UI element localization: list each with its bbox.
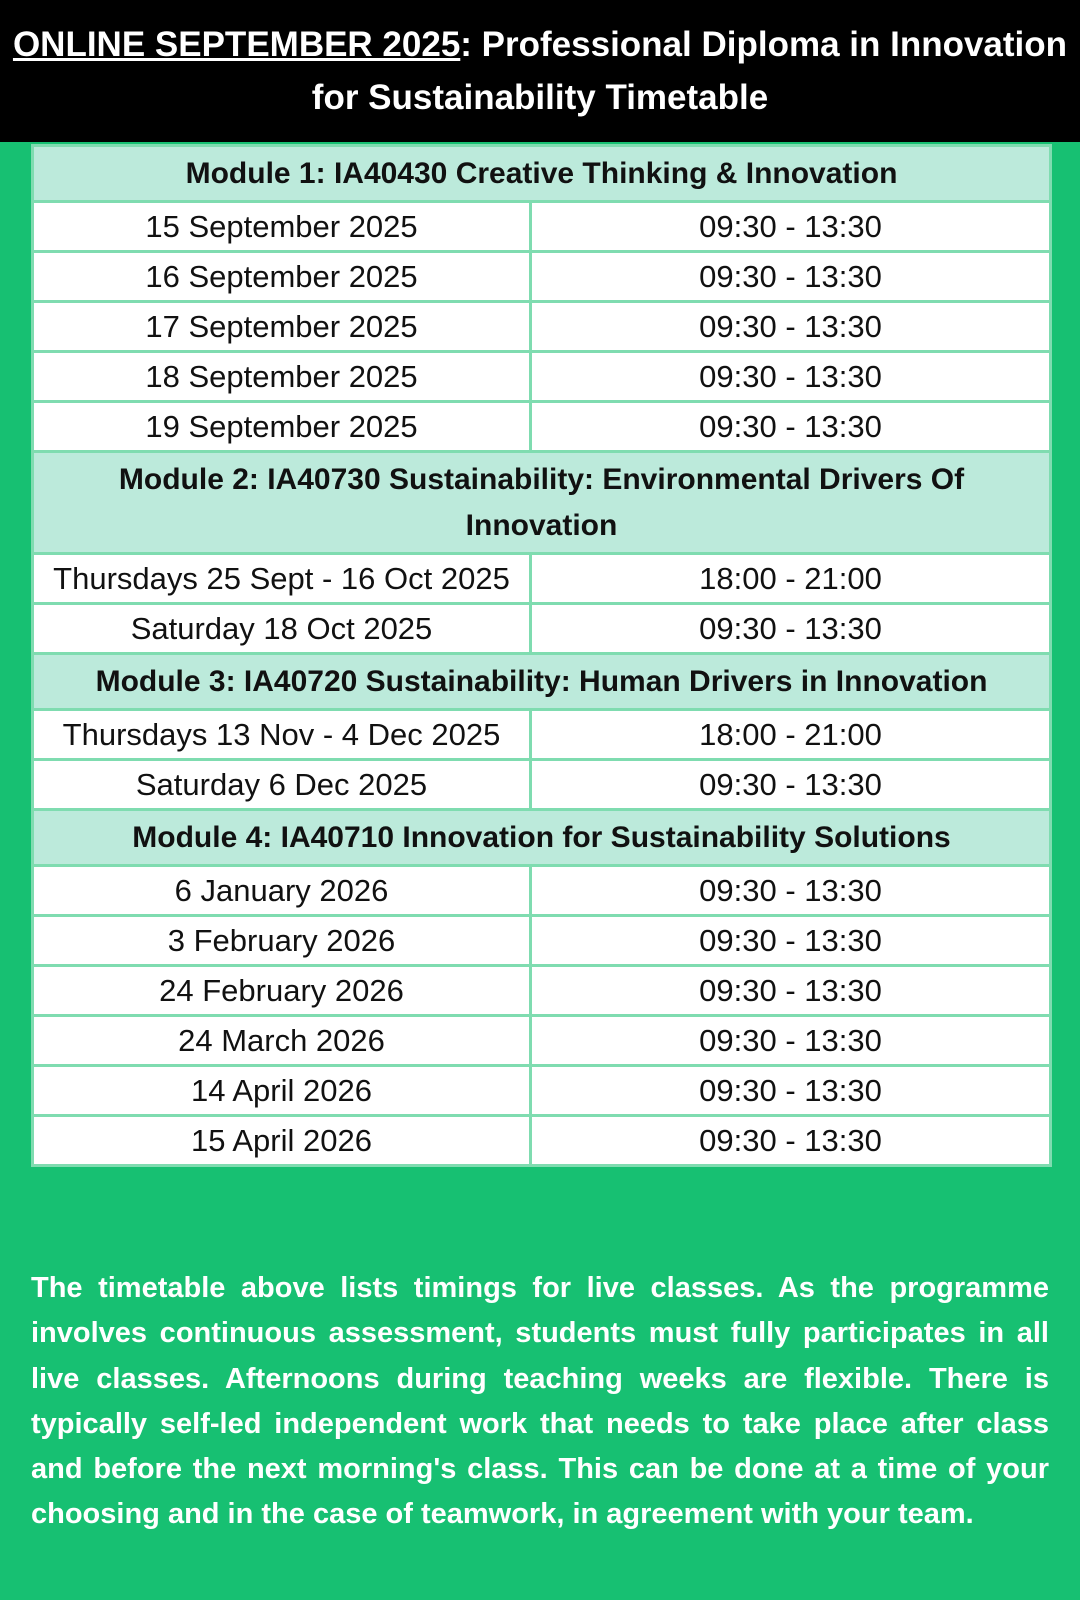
session-time: 18:00 - 21:00: [531, 710, 1051, 760]
session-date: 6 January 2026: [33, 866, 531, 916]
session-time: 09:30 - 13:30: [531, 604, 1051, 654]
table-row: [33, 352, 1051, 402]
session-time: 09:30 - 13:30: [531, 1116, 1051, 1166]
session-time: 09:30 - 13:30: [531, 202, 1051, 252]
module-title: Module 1: IA40430 Creative Thinking & Innovation: [33, 146, 1051, 202]
session-time: 09:30 - 13:30: [531, 252, 1051, 302]
table-row: [33, 1066, 1051, 1116]
session-time: 09:30 - 13:30: [531, 402, 1051, 452]
table-row: [33, 1016, 1051, 1066]
table-row: [33, 760, 1051, 810]
session-date: Saturday 6 Dec 2025: [33, 760, 531, 810]
session-date: Thursdays 13 Nov - 4 Dec 2025: [33, 710, 531, 760]
module-header-row: [33, 452, 1051, 554]
module-header-row: [33, 654, 1051, 710]
session-date: 19 September 2025: [33, 402, 531, 452]
session-date: 15 April 2026: [33, 1116, 531, 1166]
timetable-note: The timetable above lists timings for live classes. As the programme involves continuous assessment, students must fully participates in all live classes. Afternoons during teaching weeks are flexible. There is typically self-led independent work that needs to take place after class and before the next morning's class. This can be done at a time of your choosing and in the case of teamwork, in agreement with your team.: [31, 1272, 1049, 1531]
table-row: [33, 966, 1051, 1016]
session-time: 09:30 - 13:30: [531, 352, 1051, 402]
session-date: 14 April 2026: [33, 1066, 531, 1116]
page-header: [0, 0, 1080, 142]
session-time: 09:30 - 13:30: [531, 1016, 1051, 1066]
session-time: 09:30 - 13:30: [531, 302, 1051, 352]
module-title: Module 3: IA40720 Sustainability: Human Drivers in Innovation: [33, 654, 1051, 710]
table-row: [33, 554, 1051, 604]
session-date: 15 September 2025: [33, 202, 531, 252]
session-time: 09:30 - 13:30: [531, 760, 1051, 810]
session-date: 16 September 2025: [33, 252, 531, 302]
session-date: 24 February 2026: [33, 966, 531, 1016]
module-header-row: [33, 810, 1051, 866]
table-row: [33, 916, 1051, 966]
session-date: 17 September 2025: [33, 302, 531, 352]
table-row: [33, 302, 1051, 352]
table-row: [33, 402, 1051, 452]
module-title: Module 4: IA40710 Innovation for Sustainability Solutions: [33, 810, 1051, 866]
session-time: 09:30 - 13:30: [531, 916, 1051, 966]
session-time: 09:30 - 13:30: [531, 966, 1051, 1016]
table-row: [33, 1116, 1051, 1166]
session-date: 18 September 2025: [33, 352, 531, 402]
table-row: [33, 604, 1051, 654]
session-date: 24 March 2026: [33, 1016, 531, 1066]
table-row: [33, 252, 1051, 302]
session-time: 09:30 - 13:30: [531, 866, 1051, 916]
table-row: [33, 866, 1051, 916]
module-title: Module 2: IA40730 Sustainability: Environmental Drivers Of Innovation: [33, 452, 1051, 554]
session-date: Saturday 18 Oct 2025: [33, 604, 531, 654]
page-title-underlined: ONLINE SEPTEMBER 2025: [12, 25, 461, 64]
session-date: Thursdays 25 Sept - 16 Oct 2025: [33, 554, 531, 604]
session-date: 3 February 2026: [33, 916, 531, 966]
session-time: 09:30 - 13:30: [531, 1066, 1051, 1116]
session-time: 18:00 - 21:00: [531, 554, 1051, 604]
module-header-row: [33, 146, 1051, 202]
table-row: [33, 202, 1051, 252]
page-title: : Professional Diploma in Innovation for Sustainability Timetable: [311, 25, 1068, 117]
timetable: [31, 144, 1052, 1167]
table-row: [33, 710, 1051, 760]
